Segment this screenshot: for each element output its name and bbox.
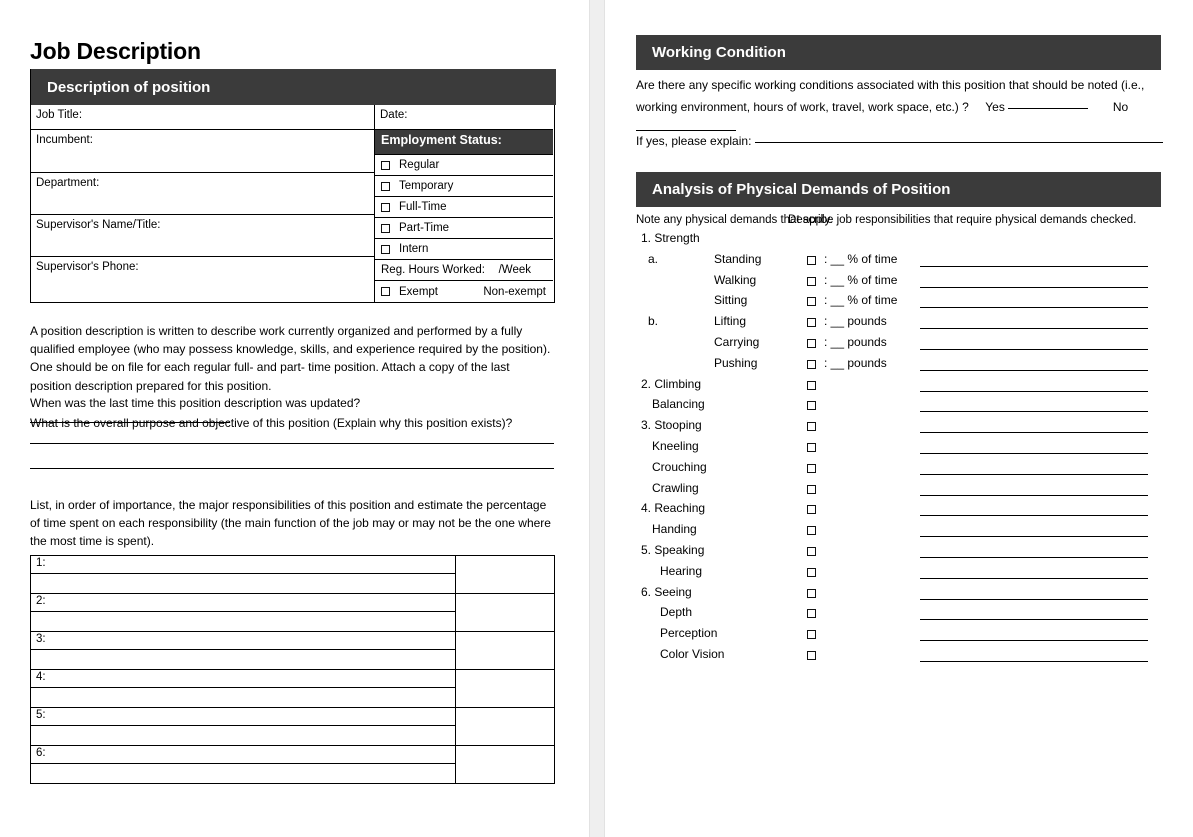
status-option-temporary[interactable] xyxy=(375,176,553,197)
responsibility-writing-line[interactable] xyxy=(31,574,455,593)
physical-demand-row xyxy=(636,335,1164,356)
physical-demands-note-left: Note any physical demands that apply. xyxy=(636,214,833,226)
responsibility-writing-line[interactable] xyxy=(31,612,455,631)
physical-demand-group-label: 4. Reaching xyxy=(641,501,706,516)
checkbox-icon[interactable] xyxy=(807,401,816,410)
responsibility-writing-line[interactable] xyxy=(31,688,455,707)
physical-demand-sub-label: Kneeling xyxy=(652,438,699,453)
physical-demand-row xyxy=(636,543,1164,564)
responsibility-cell[interactable] xyxy=(31,746,456,783)
checkbox-icon[interactable] xyxy=(807,297,816,306)
physical-demands-note-right: Describe job responsibilities that require physical demands checked. xyxy=(788,214,1137,226)
physical-demand-sub-label: Balancing xyxy=(652,397,705,412)
table-row[interactable] xyxy=(31,670,554,708)
responsibility-writing-line[interactable] xyxy=(31,650,455,669)
checkbox-icon[interactable] xyxy=(807,464,816,473)
physical-demand-description-line[interactable] xyxy=(920,349,1148,350)
checkbox-icon[interactable] xyxy=(807,318,816,327)
description-of-position-table xyxy=(30,69,555,303)
description-left-fields xyxy=(31,105,375,302)
physical-demand-group-label: 5. Speaking xyxy=(641,542,705,557)
physical-demand-group-label: 6. Seeing xyxy=(641,584,692,599)
physical-demand-description-line[interactable] xyxy=(920,370,1148,371)
checkbox-icon[interactable] xyxy=(807,609,816,618)
checkbox-icon[interactable] xyxy=(381,287,390,296)
physical-demand-sub-label: Handing xyxy=(652,522,697,537)
physical-demand-sub-label: Depth xyxy=(660,605,693,620)
status-option-label: Regular xyxy=(399,159,440,171)
checkbox-icon[interactable] xyxy=(807,589,816,598)
physical-demand-row xyxy=(636,314,1164,335)
responsibility-number: 2: xyxy=(31,594,455,612)
physical-demand-group-label: 1. Strength xyxy=(641,231,700,245)
physical-demand-unit: : __ pounds xyxy=(824,334,887,349)
question-last-updated-label: When was the last time this position description was updated? xyxy=(30,396,361,410)
description-section-header xyxy=(31,69,556,105)
responsibility-percent-cell[interactable] xyxy=(456,670,553,707)
physical-demand-name: Pushing xyxy=(714,355,758,370)
physical-demand-description-line[interactable] xyxy=(920,307,1148,308)
physical-demand-row xyxy=(636,585,1164,606)
working-condition-question-text: Are there any specific working conditions associated with this position that should be noted (i.e., working environment, hours of work, travel, work space, etc.) ? xyxy=(636,78,1145,114)
physical-demand-description-line[interactable] xyxy=(920,515,1148,516)
working-condition-header-label: Working Condition xyxy=(652,44,786,61)
physical-demand-description-line[interactable] xyxy=(920,453,1148,454)
physical-demand-description-line[interactable] xyxy=(920,287,1148,288)
physical-demand-row xyxy=(636,377,1164,398)
table-row[interactable] xyxy=(31,632,554,670)
checkbox-icon[interactable] xyxy=(807,526,816,535)
checkbox-icon[interactable] xyxy=(807,277,816,286)
intro-paragraph-text: A position description is written to describe work currently organized and performed by a fully qualified employee (who may possess knowledge, skills, and experience required by the position). One should be on file for each regular full- and part- time position. Attach a copy of the last position description prepared for this position. xyxy=(30,324,551,393)
responsibility-cell[interactable] xyxy=(31,632,456,669)
responsibility-cell[interactable] xyxy=(31,594,456,631)
physical-demand-unit: : __ pounds xyxy=(824,314,887,329)
responsibility-number: 4: xyxy=(31,670,455,688)
physical-demands-notes xyxy=(636,214,1164,226)
physical-demand-row xyxy=(636,626,1164,647)
status-option-label: Intern xyxy=(399,243,429,255)
responsibility-percent-cell[interactable] xyxy=(456,556,553,593)
responsibility-percent-cell[interactable] xyxy=(456,746,553,783)
physical-demand-row xyxy=(636,605,1164,626)
regular-hours-unit: /Week xyxy=(498,264,531,276)
physical-demand-description-line[interactable] xyxy=(920,619,1148,620)
checkbox-icon[interactable] xyxy=(807,651,816,660)
checkbox-icon[interactable] xyxy=(807,547,816,556)
physical-demand-row xyxy=(636,481,1164,502)
physical-demand-description-line[interactable] xyxy=(920,432,1148,433)
yes-label: Yes xyxy=(985,100,1005,114)
physical-demand-row xyxy=(636,293,1164,314)
physical-demand-name: Lifting xyxy=(714,314,747,329)
physical-demand-description-line[interactable] xyxy=(920,266,1148,267)
physical-demand-name: Sitting xyxy=(714,293,748,308)
table-row[interactable] xyxy=(31,708,554,746)
page-title: Job Description xyxy=(30,38,201,64)
physical-demand-description-line[interactable] xyxy=(920,640,1148,641)
physical-demand-description-line[interactable] xyxy=(920,661,1148,662)
responsibilities-instructions xyxy=(30,496,554,551)
checkbox-icon[interactable] xyxy=(807,360,816,369)
physical-demand-row xyxy=(636,564,1164,585)
physical-demand-description-line[interactable] xyxy=(920,599,1148,600)
field-supervisor-name-title[interactable]: Supervisor's Name/Title: xyxy=(31,215,374,257)
field-regular-hours-worked[interactable] xyxy=(375,260,553,281)
answer-line-purpose-1[interactable] xyxy=(30,443,554,444)
physical-demand-sub-label: Perception xyxy=(660,626,718,641)
checkbox-icon[interactable] xyxy=(807,568,816,577)
responsibility-writing-line[interactable] xyxy=(31,726,455,745)
responsibility-number: 1: xyxy=(31,556,455,574)
checkbox-icon[interactable] xyxy=(807,422,816,431)
question-purpose-row xyxy=(30,414,554,432)
checkbox-icon[interactable] xyxy=(381,203,390,212)
physical-demand-description-line[interactable] xyxy=(920,328,1148,329)
table-row[interactable] xyxy=(31,594,554,632)
physical-demand-unit: : __ % of time xyxy=(824,272,898,287)
checkbox-icon[interactable] xyxy=(381,245,390,254)
working-condition-question xyxy=(636,74,1164,140)
table-row[interactable] xyxy=(31,556,554,594)
checkbox-icon[interactable] xyxy=(381,182,390,191)
physical-demand-description-line[interactable] xyxy=(920,411,1148,412)
status-option-full-time[interactable] xyxy=(375,197,553,218)
status-option-intern[interactable] xyxy=(375,239,553,260)
responsibility-percent-cell[interactable] xyxy=(456,594,553,631)
field-department[interactable]: Department: xyxy=(31,173,374,215)
exempt-status-row[interactable] xyxy=(375,281,553,302)
checkbox-icon[interactable] xyxy=(381,224,390,233)
physical-demand-name: Standing xyxy=(714,251,762,266)
checkbox-icon[interactable] xyxy=(807,485,816,494)
working-condition-header xyxy=(636,35,1161,70)
physical-demand-description-line[interactable] xyxy=(920,391,1148,392)
responsibility-number: 5: xyxy=(31,708,455,726)
responsibility-number: 3: xyxy=(31,632,455,650)
checkbox-icon[interactable] xyxy=(807,505,816,514)
physical-demand-row xyxy=(636,252,1164,273)
physical-demand-unit: : __ pounds xyxy=(824,355,887,370)
responsibility-percent-cell[interactable] xyxy=(456,632,553,669)
physical-demand-name: Walking xyxy=(714,272,757,287)
physical-demands-header xyxy=(636,172,1161,207)
physical-demand-row xyxy=(636,397,1164,418)
question-purpose-label: What is the overall purpose and objective of this position (Explain why this position exists)? xyxy=(30,416,513,430)
physical-demand-row xyxy=(636,356,1164,377)
description-right-fields xyxy=(375,105,553,302)
no-label: No xyxy=(1112,100,1129,114)
status-option-label: Temporary xyxy=(399,180,454,192)
physical-demands-list xyxy=(636,231,1164,668)
responsibilities-table xyxy=(30,555,555,784)
physical-demands-header-label: Analysis of Physical Demands of Position xyxy=(652,181,951,198)
physical-demand-row xyxy=(636,647,1164,668)
field-supervisor-phone[interactable]: Supervisor's Phone: xyxy=(36,261,139,273)
physical-demand-description-line[interactable] xyxy=(920,536,1148,537)
physical-demand-row xyxy=(636,273,1164,294)
physical-demand-sub-label: Hearing xyxy=(660,563,703,578)
field-date[interactable]: Date: xyxy=(375,105,553,130)
responsibility-cell[interactable] xyxy=(31,670,456,707)
responsibility-writing-line[interactable] xyxy=(31,764,455,783)
physical-demand-name: Carrying xyxy=(714,334,760,349)
physical-demand-sub-label: Color Vision xyxy=(660,646,725,661)
regular-hours-label: Reg. Hours Worked: xyxy=(381,264,485,276)
physical-demand-unit: : __ % of time xyxy=(824,251,898,266)
employment-status-header: Employment Status: xyxy=(375,130,553,155)
responsibility-cell[interactable] xyxy=(31,708,456,745)
table-row[interactable] xyxy=(31,746,554,783)
working-condition-explain-row xyxy=(636,134,1164,148)
responsibility-cell[interactable] xyxy=(31,556,456,593)
answer-line-purpose-2[interactable] xyxy=(30,468,554,469)
physical-demand-sub-label: Crawling xyxy=(652,480,699,495)
status-option-label: Full-Time xyxy=(399,201,447,213)
physical-demand-description-line[interactable] xyxy=(920,495,1148,496)
checkbox-icon[interactable] xyxy=(807,630,816,639)
nonexempt-label: Non-exempt xyxy=(483,285,546,298)
physical-demand-row xyxy=(636,418,1164,439)
page-gutter-divider xyxy=(589,0,605,837)
status-option-part-time[interactable] xyxy=(375,218,553,239)
physical-demand-group-label: 3. Stooping xyxy=(641,418,702,433)
no-answer-line[interactable] xyxy=(636,130,736,131)
physical-demand-description-line[interactable] xyxy=(920,557,1148,558)
physical-demand-description-line[interactable] xyxy=(920,474,1148,475)
physical-demand-row xyxy=(636,231,1164,252)
responsibility-percent-cell[interactable] xyxy=(456,708,553,745)
physical-demand-row xyxy=(636,522,1164,543)
checkbox-icon[interactable] xyxy=(807,256,816,265)
checkbox-icon[interactable] xyxy=(807,443,816,452)
physical-demand-row xyxy=(636,439,1164,460)
status-option-regular[interactable] xyxy=(375,155,553,176)
description-section-header-label: Description of position xyxy=(47,78,211,96)
physical-demand-letter-label: b. xyxy=(648,314,659,329)
field-job-title[interactable]: Job Title: xyxy=(31,105,374,130)
physical-demand-group-label: 2. Climbing xyxy=(641,376,702,391)
intro-paragraph xyxy=(30,322,554,395)
physical-demand-sub-label: Crouching xyxy=(652,459,707,474)
checkbox-icon[interactable] xyxy=(807,381,816,390)
physical-demand-row xyxy=(636,501,1164,522)
exempt-label: Exempt xyxy=(399,285,438,298)
physical-demand-description-line[interactable] xyxy=(920,578,1148,579)
responsibility-number: 6: xyxy=(31,746,455,764)
checkbox-icon[interactable] xyxy=(381,161,390,170)
responsibilities-instructions-text: List, in order of importance, the major responsibilities of this position and estimate the percentage of time spent on each responsibility (the main function of the job may or may not be the one where the most time is spent). xyxy=(30,498,551,549)
checkbox-icon[interactable] xyxy=(807,339,816,348)
field-incumbent[interactable]: Incumbent: xyxy=(31,130,374,173)
physical-demand-row xyxy=(636,460,1164,481)
physical-demand-letter-label: a. xyxy=(648,251,659,266)
explain-label: If yes, please explain: xyxy=(636,134,752,148)
status-option-label: Part-Time xyxy=(399,222,450,234)
yes-answer-line[interactable] xyxy=(1008,108,1088,109)
explain-answer-line[interactable] xyxy=(755,142,1163,143)
physical-demand-unit: : __ % of time xyxy=(824,293,898,308)
